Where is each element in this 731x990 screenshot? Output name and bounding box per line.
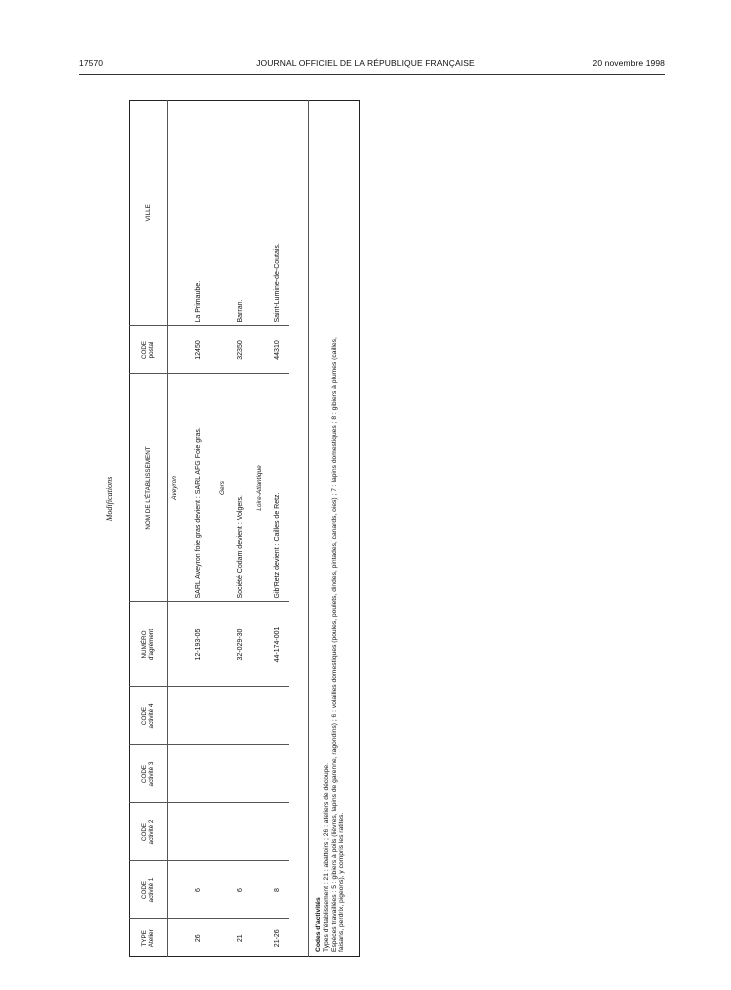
page-number: 17570: [79, 58, 104, 68]
col-code-activite-4: CODE activité 4: [129, 687, 168, 745]
department-label: Gers: [216, 374, 229, 602]
table-header-row: [129, 100, 168, 957]
col-numero-agrement: NUMÉRO d'agrément: [129, 602, 168, 687]
department-label: Loire-Atlantique: [253, 374, 266, 602]
legend-title: Codes d'activités: [315, 897, 322, 952]
rotated-table-panel: [129, 100, 360, 957]
legend-line: Espèces travaillées : 5 : gibiers à poils (lièvres, lapins de garenne, ragondins) ; 6 : volailles domestiques (poules, poulets, dindes, pintades, canards, oies) ; 7 : lapins domestiques ; 8 : gibiers à plumes (cailles,: [330, 337, 338, 952]
journal-title: JOURNAL OFFICIEL DE LA RÉPUBLIQUE FRANÇAISE: [256, 58, 475, 68]
issue-date: 20 novembre 1998: [592, 58, 665, 68]
legend-line: Types d'établissement : 21 : abattoirs ; 26 : ateliers de découpe.: [322, 762, 330, 952]
table-row: 26 6 12-193-05 SARL Aveyron foie gras devient : SARL AFG Foie gras. 12450 La Primaube.: [182, 100, 216, 957]
department-label: Aveyron: [168, 374, 182, 602]
col-code-activite-1: CODE activité 1: [129, 861, 168, 919]
header-rule: [79, 74, 665, 75]
table-row: 21 6 32-029-30 Société Codam devient : Volgers. 32350 Barran.: [229, 100, 253, 957]
col-ville: VILLE: [129, 100, 168, 326]
col-nom-etablissement: NOM DE L'ÉTABLISSEMENT: [129, 374, 168, 602]
department-row: [216, 100, 229, 957]
legend-line: faisans, perdrix, pigeons), y compris les ratites.: [338, 812, 346, 952]
col-type: TYPE Atelier: [129, 919, 168, 957]
col-code-activite-3: CODE activité 3: [129, 745, 168, 803]
section-title: Modifications: [105, 476, 114, 522]
activity-codes-legend: [308, 100, 360, 957]
department-row: [253, 100, 266, 957]
department-row: [168, 100, 182, 957]
table-row: 21-26 8 44-174-001 Gib'Retz devient : Cailles de Retz. 44310 Saint-Lumine-de-Coutais.: [266, 100, 289, 957]
col-code-activite-2: CODE activité 2: [129, 803, 168, 861]
modifications-table: [129, 100, 289, 957]
col-code-postal: CODE postal: [129, 326, 168, 374]
